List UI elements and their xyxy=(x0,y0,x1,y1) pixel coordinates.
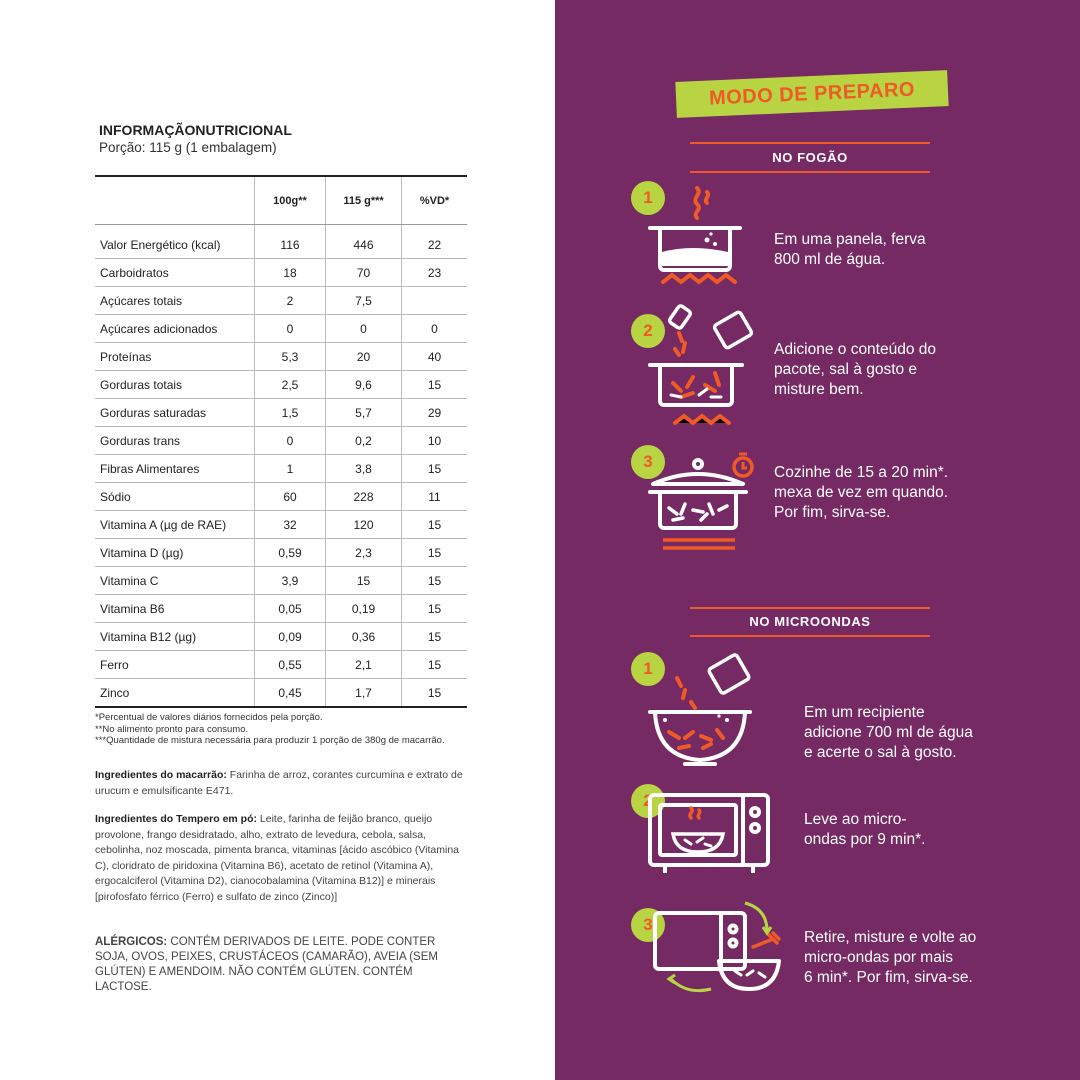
step-line: Em um recipiente xyxy=(804,704,925,721)
nutrient-name: Ferro xyxy=(95,651,255,679)
step-line: Retire, misture e volte ao xyxy=(804,929,977,946)
stove-section-title: NO FOGÃO xyxy=(772,150,848,165)
nutrient-value: 15 xyxy=(402,651,468,679)
table-row xyxy=(95,259,467,287)
footnote: **No alimento pronto para consumo. xyxy=(95,723,249,735)
nutrient-value: 3,8 xyxy=(326,455,402,483)
nutrient-value: 9,6 xyxy=(326,371,402,399)
step-line: Leve ao micro- xyxy=(804,811,907,828)
divider xyxy=(690,171,930,173)
nutrient-value: 15 xyxy=(402,539,468,567)
nutrient-value: 0,55 xyxy=(255,651,326,679)
nutrient-value: 0,59 xyxy=(255,539,326,567)
portion-text: Porção: 115 g (1 embalagem) xyxy=(99,140,277,155)
step-line: Cozinhe de 15 a 20 min*. xyxy=(774,464,949,481)
step-line: misture bem. xyxy=(774,381,864,398)
seasoning-ingredients-label: Ingredientes do Tempero em pó: xyxy=(95,813,257,825)
step-text xyxy=(804,810,926,850)
nutrient-value: 7,5 xyxy=(326,287,402,315)
step-text xyxy=(774,230,926,270)
nutrient-value: 40 xyxy=(402,343,468,371)
microwave-stir-icon xyxy=(645,895,795,1005)
table-row xyxy=(95,651,467,679)
table-row xyxy=(95,623,467,651)
nutrient-name: Vitamina B12 (µg) xyxy=(95,623,255,651)
nutrient-value: 0,05 xyxy=(255,595,326,623)
nutrient-name: Açúcares adicionados xyxy=(95,315,255,343)
nutrient-value: 116 xyxy=(255,225,326,259)
boiling-pot-icon xyxy=(645,180,755,295)
nutrient-value: 228 xyxy=(326,483,402,511)
nutrient-value: 5,3 xyxy=(255,343,326,371)
nutrient-value: 0,2 xyxy=(326,427,402,455)
column-header: 115 g*** xyxy=(326,176,402,225)
step-line: Adicione o conteúdo do xyxy=(774,341,937,358)
nutrient-value: 10 xyxy=(402,427,468,455)
nutrient-name: Vitamina A (µg de RAE) xyxy=(95,511,255,539)
step-line: mexa de vez em quando. xyxy=(774,484,949,501)
nutrient-value: 60 xyxy=(255,483,326,511)
nutrient-value: 1,7 xyxy=(326,679,402,708)
table-row xyxy=(95,679,467,708)
nutrient-value: 29 xyxy=(402,399,468,427)
nutrient-value: 15 xyxy=(402,455,468,483)
pasta-ingredients-text: Farinha de arroz, corantes curcumina e extrato de urucum e emulsificante E471. xyxy=(95,769,463,797)
preparation-title: MODO DE PREPARO xyxy=(675,70,948,118)
step-line: micro-ondas por mais xyxy=(804,949,954,966)
nutrient-value: 20 xyxy=(326,343,402,371)
nutrient-value: 23 xyxy=(402,259,468,287)
nutrient-value: 2 xyxy=(255,287,326,315)
step-line: ondas por 9 min*. xyxy=(804,831,926,848)
step-text xyxy=(774,340,936,400)
step-line: Em uma panela, ferva xyxy=(774,231,926,248)
pot-with-ingredients-icon xyxy=(645,303,760,433)
nutrition-title: INFORMAÇÃONUTRICIONAL xyxy=(99,122,292,138)
nutrient-value xyxy=(402,287,468,315)
table-row xyxy=(95,511,467,539)
table-row xyxy=(95,539,467,567)
footnote: ***Quantidade de mistura necessária para produzir 1 porção de 380g de macarrão. xyxy=(95,735,445,746)
nutrient-value: 1,5 xyxy=(255,399,326,427)
nutrient-name: Gorduras trans xyxy=(95,427,255,455)
covered-pot-timer-icon xyxy=(645,450,760,560)
allergens-text: CONTÉM DERIVADOS DE LEITE. PODE CONTER SOJA, OVOS, PEIXES, CRUSTÁCEOS (CAMARÃO), AVEIA (SEM GLÚTEN) E AMENDOIM. NÃO CONTÉM GLÚTEN. CONTÉM LACTOSE. xyxy=(95,936,438,993)
nutrient-value: 15 xyxy=(402,371,468,399)
step-text xyxy=(774,463,948,523)
table-row xyxy=(95,483,467,511)
table-row xyxy=(95,315,467,343)
column-header xyxy=(95,176,255,225)
nutrient-value: 18 xyxy=(255,259,326,287)
table-row xyxy=(95,595,467,623)
seasoning-ingredients xyxy=(95,812,470,905)
step-number: 3 xyxy=(631,908,665,942)
nutrient-name: Valor Energético (kcal) xyxy=(95,225,255,259)
seasoning-ingredients-text: Leite, farinha de feijão branco, queijo provolone, frango desidratado, alho, extrato de levedura, cebola, salsa, cebolinha, noz moscada, pimenta branca, vitaminas [ácido ascóbico (Vitamina C), cloridrato de piridoxina (Vitamina B6), acetato de retinol (Vitamina A), ergocalciferol (Vitamina D2), cianocobalamina (Vitamina B12)] e minerais [pirofosfato férrico (Ferro) e sulfato de zinco (Zinco)] xyxy=(95,813,460,903)
nutrient-value: 15 xyxy=(402,623,468,651)
nutrient-value: 0,36 xyxy=(326,623,402,651)
table-row xyxy=(95,343,467,371)
divider xyxy=(690,607,930,609)
divider xyxy=(690,142,930,144)
nutrient-name: Vitamina D (µg) xyxy=(95,539,255,567)
nutrient-value: 0,09 xyxy=(255,623,326,651)
nutrient-value: 2,1 xyxy=(326,651,402,679)
nutrient-name: Gorduras totais xyxy=(95,371,255,399)
nutrient-value: 32 xyxy=(255,511,326,539)
table-row xyxy=(95,455,467,483)
nutrient-name: Sódio xyxy=(95,483,255,511)
microwave-icon xyxy=(645,790,775,880)
step-line: 800 ml de água. xyxy=(774,251,886,268)
table-header-row xyxy=(95,176,467,225)
nutrition-table xyxy=(95,175,467,708)
nutrient-value: 0 xyxy=(255,315,326,343)
step-number: 3 xyxy=(631,445,665,479)
table-row xyxy=(95,567,467,595)
step-number: 1 xyxy=(631,652,665,686)
footnote: *Percentual de valores diários fornecidos pela porção. xyxy=(95,712,323,723)
nutrient-value: 0,19 xyxy=(326,595,402,623)
nutrient-name: Fibras Alimentares xyxy=(95,455,255,483)
nutrient-value: 15 xyxy=(326,567,402,595)
step-text xyxy=(804,703,973,763)
step-line: e acerte o sal à gosto. xyxy=(804,744,957,761)
table-row xyxy=(95,225,467,259)
nutrient-name: Açúcares totais xyxy=(95,287,255,315)
nutrient-name: Proteínas xyxy=(95,343,255,371)
microwave-section-title: NO MICROONDAS xyxy=(749,614,871,629)
column-header: 100g** xyxy=(255,176,326,225)
nutrient-value: 15 xyxy=(402,679,468,708)
table-row xyxy=(95,427,467,455)
table-row xyxy=(95,371,467,399)
nutrient-name: Zinco xyxy=(95,679,255,708)
nutrient-value: 3,9 xyxy=(255,567,326,595)
nutrient-value: 22 xyxy=(402,225,468,259)
nutrient-name: Vitamina C xyxy=(95,567,255,595)
step-line: adicione 700 ml de água xyxy=(804,724,973,741)
nutrition-table-body xyxy=(95,225,467,708)
table-row xyxy=(95,287,467,315)
nutrient-name: Vitamina B6 xyxy=(95,595,255,623)
step-number: 2 xyxy=(631,784,665,818)
column-header: %VD* xyxy=(402,176,468,225)
step-number: 2 xyxy=(631,314,665,348)
bowl-with-pasta-icon xyxy=(645,650,770,775)
step-line: 6 min*. Por fim, sirva-se. xyxy=(804,969,973,986)
nutrient-name: Gorduras saturadas xyxy=(95,399,255,427)
nutrient-value: 15 xyxy=(402,511,468,539)
nutrient-value: 446 xyxy=(326,225,402,259)
nutrient-value: 11 xyxy=(402,483,468,511)
nutrient-value: 5,7 xyxy=(326,399,402,427)
nutrient-value: 15 xyxy=(402,595,468,623)
step-line: Por fim, sirva-se. xyxy=(774,504,891,521)
nutrient-value: 2,3 xyxy=(326,539,402,567)
nutrient-value: 0,45 xyxy=(255,679,326,708)
step-number: 1 xyxy=(631,181,665,215)
footnotes xyxy=(95,712,465,747)
allergens xyxy=(95,935,470,995)
pasta-ingredients xyxy=(95,768,470,799)
step-line: pacote, sal à gosto e xyxy=(774,361,918,378)
nutrient-value: 70 xyxy=(326,259,402,287)
nutrient-value: 1 xyxy=(255,455,326,483)
allergens-label: ALÉRGICOS: xyxy=(95,936,168,948)
step-text xyxy=(804,928,976,988)
pasta-ingredients-label: Ingredientes do macarrão: xyxy=(95,769,227,781)
table-row xyxy=(95,399,467,427)
nutrient-value: 120 xyxy=(326,511,402,539)
nutrient-value: 0 xyxy=(326,315,402,343)
nutrient-name: Carboidratos xyxy=(95,259,255,287)
divider xyxy=(690,635,930,637)
nutrient-value: 0 xyxy=(402,315,468,343)
nutrient-value: 0 xyxy=(255,427,326,455)
nutrient-value: 2,5 xyxy=(255,371,326,399)
nutrient-value: 15 xyxy=(402,567,468,595)
